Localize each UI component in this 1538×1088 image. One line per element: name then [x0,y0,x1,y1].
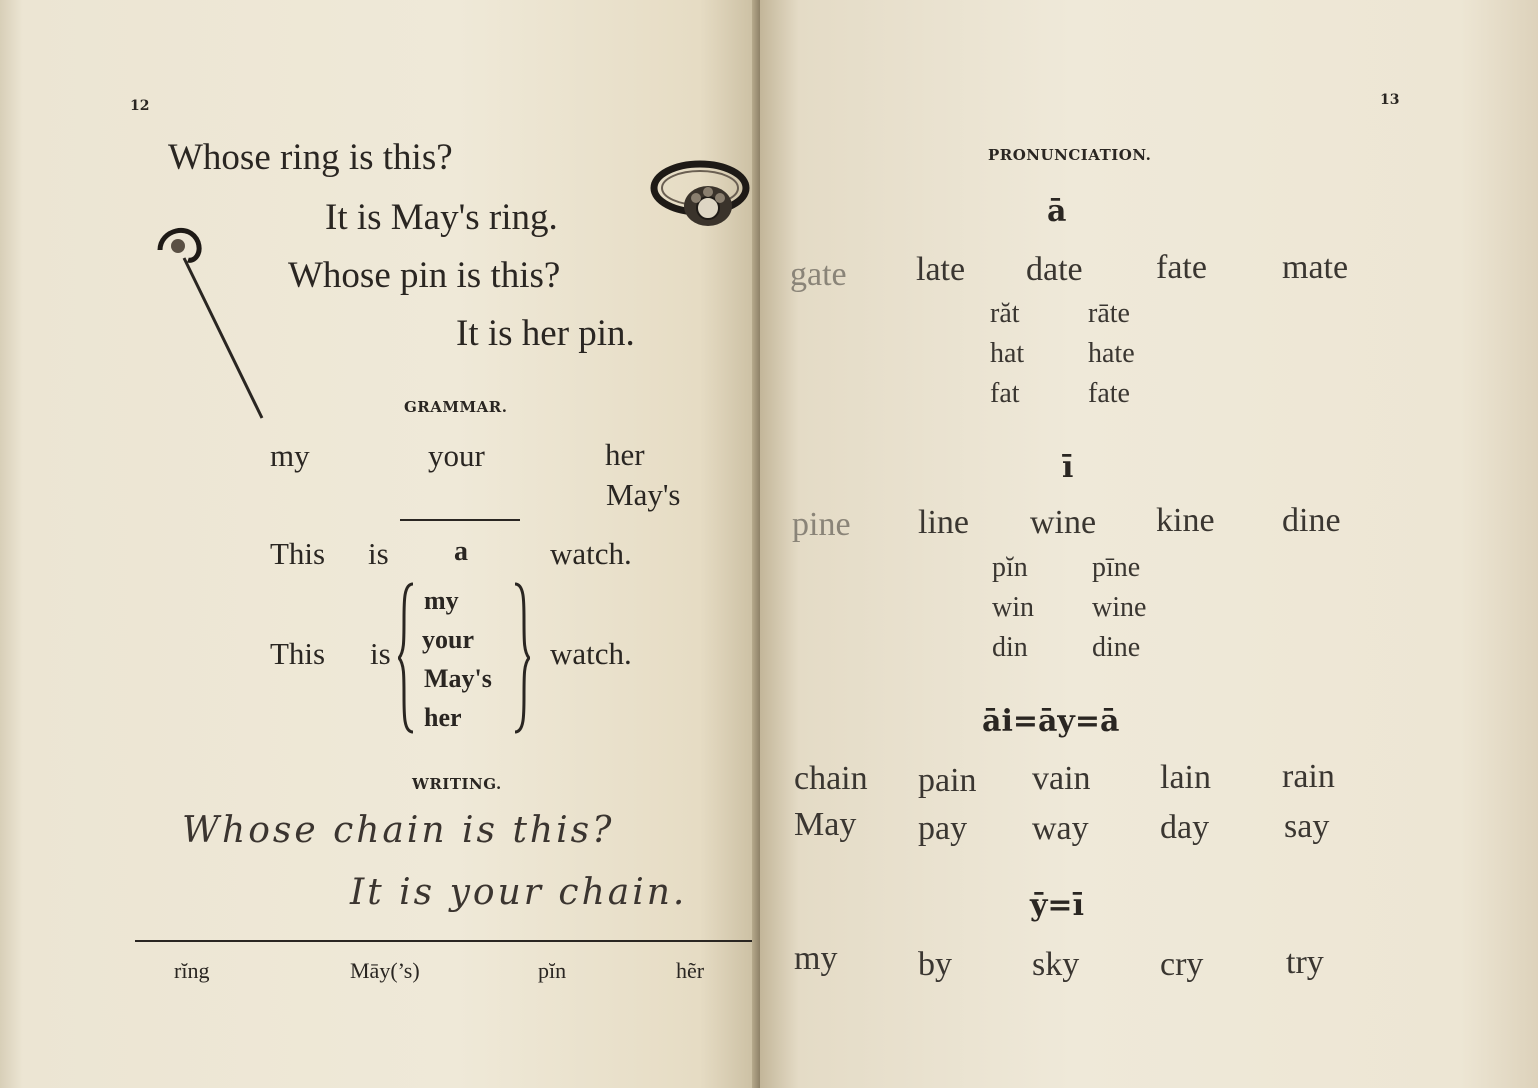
word-lain: lain [1160,759,1211,796]
reader-line-3: Whose pin is this? [288,255,561,296]
s2-option-mays: May's [424,664,492,693]
reader-line-1: Whose ring is this? [168,137,453,178]
pair-hat: hat [990,338,1025,369]
writing-line-2: It is your chain. [350,872,688,913]
pronoun-mays: May's [606,477,681,512]
word-chain: chain [794,760,868,797]
footer-word-mays: Māy(’s) [350,958,420,983]
pair-wine: wine [1092,592,1147,623]
word-say: say [1284,808,1330,845]
pair-fat: fat [990,378,1020,409]
writing-line-1: Whose chain is this? [182,810,615,851]
grammar-heading: GRAMMAR. [404,398,508,416]
footer-word-pin: pĭn [538,958,567,983]
word-may: May [794,806,857,843]
word-fate: fate [1156,249,1207,286]
pair-pine: pīne [1092,552,1141,583]
pronoun-her: her [605,437,645,472]
word-way: way [1032,810,1089,847]
symbol-y-i: ȳ=ī [1030,888,1084,923]
divider [400,519,520,521]
pair-rate: rāte [1088,298,1130,329]
word-mate: mate [1282,249,1349,286]
pair-din: din [992,632,1028,663]
right-brace [512,580,530,736]
symbol-a: ā [1047,194,1067,229]
word-rain: rain [1282,758,1335,795]
s1-watch: watch. [550,536,632,571]
word-pay: pay [918,810,968,847]
right-page [760,0,1538,1088]
pair-win: win [992,592,1034,623]
word-try: try [1286,944,1324,981]
page-number: 13 [1380,92,1400,108]
s2-is: is [370,636,391,671]
symbol-ai-ay-a: āi=āy=ā [982,704,1120,739]
ring-illustration [648,150,758,235]
word-late: late [916,251,966,288]
s2-option-your: your [422,625,474,654]
word-day: day [1160,809,1210,846]
reader-line-4: It is her pin. [456,313,635,354]
footer-word-ring: rĭng [174,958,210,983]
s2-this: This [270,636,326,671]
pair-hate: hate [1088,338,1135,369]
pair-rat: răt [990,298,1020,329]
word-gate: gate [790,256,847,293]
word-date: date [1026,251,1083,288]
pronoun-your: your [428,438,485,473]
s1-this: This [270,536,326,571]
s1-is: is [368,536,389,571]
word-my: my [794,940,838,977]
pronunciation-heading: PRONUNCIATION. [988,146,1152,164]
s1-a: a [454,536,468,567]
word-pain: pain [918,762,977,799]
s2-watch: watch. [550,636,632,671]
pair-pin: pĭn [992,552,1028,583]
word-dine: dine [1282,502,1341,539]
symbol-i: ī [1062,450,1074,485]
reader-line-2: It is May's ring. [325,197,558,238]
footer-word-her: hẽr [676,958,705,983]
pin-illustration [150,220,275,425]
footer-rule [135,940,760,942]
word-pine: pine [792,506,851,543]
s2-option-my: my [424,586,459,615]
word-wine: wine [1030,504,1097,541]
page-number: 12 [130,98,150,114]
word-vain: vain [1032,760,1091,797]
writing-heading: WRITING. [412,775,502,793]
word-sky: sky [1032,946,1080,983]
pronoun-my: my [270,438,310,473]
s2-option-her: her [424,703,462,732]
left-brace [398,580,416,736]
word-kine: kine [1156,502,1215,539]
pair-dine: dine [1092,632,1141,663]
pair-fate: fate [1088,378,1130,409]
word-cry: cry [1160,946,1204,983]
word-line: line [918,504,969,541]
word-by: by [918,946,952,983]
left-page [0,0,760,1088]
